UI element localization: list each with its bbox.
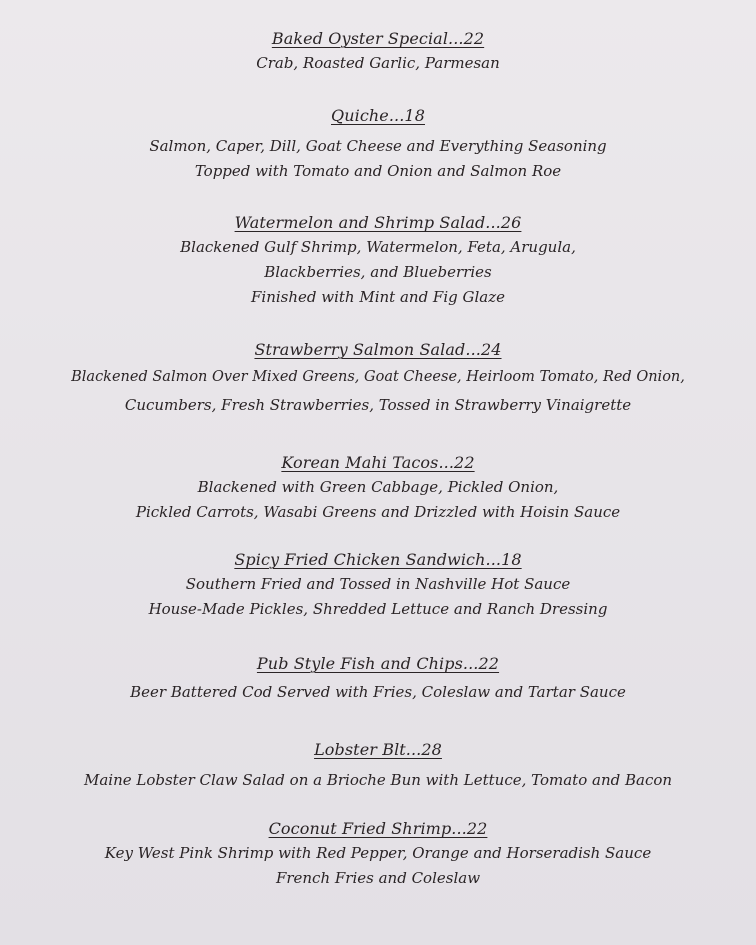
menu-item-spicy-fried-chicken-sandwich [0,548,756,622]
menu-item-watermelon-shrimp-salad [0,211,756,310]
menu-item-description: Blackened Salmon Over Mixed Greens, Goat Cheese, Heirloom Tomato, Red Onion, [71,369,685,385]
menu-item-description: Pickled Carrots, Wasabi Greens and Drizzled with Hoisin Sauce [135,503,621,521]
menu-item-description: Blackberries, and Blueberries [264,263,492,281]
menu-item-quiche [0,104,756,184]
menu-item-title: Pub Style Fish and Chips...22 [256,654,500,673]
menu-item-baked-oyster [0,27,756,76]
menu-item-title: Korean Mahi Tacos...22 [281,453,475,472]
menu-item-coconut-fried-shrimp [0,817,756,891]
menu-item-description: Maine Lobster Claw Salad on a Brioche Bun with Lettuce, Tomato and Bacon [83,771,673,789]
menu-item-description: Beer Battered Cod Served with Fries, Coleslaw and Tartar Sauce [130,683,626,701]
menu-item-description: French Fries and Coleslaw [275,869,481,887]
menu-item-title: Spicy Fried Chicken Sandwich...18 [234,550,522,569]
menu-item-description: Southern Fried and Tossed in Nashville Hot Sauce [185,575,571,593]
menu-item-description: Crab, Roasted Garlic, Parmesan [256,54,500,72]
menu-item-title: Strawberry Salmon Salad...24 [254,340,502,359]
menu-item-title: Watermelon and Shrimp Salad...26 [234,213,522,232]
menu-item-description: Blackened with Green Cabbage, Pickled Onion, [197,478,559,496]
menu-item-lobster-blt [0,738,756,793]
menu-item-description: Blackened Gulf Shrimp, Watermelon, Feta, Arugula, [180,238,576,256]
menu-item-title: Baked Oyster Special...22 [271,29,485,48]
menu-item-strawberry-salmon-salad [0,338,756,418]
menu-item-pub-style-fish-and-chips [0,652,756,705]
menu-item-description: Salmon, Caper, Dill, Goat Cheese and Everything Seasoning [149,137,607,155]
menu-item-title: Quiche...18 [331,106,425,125]
menu-item-title: Coconut Fried Shrimp...22 [268,819,488,838]
menu-item-title: Lobster Blt...28 [314,740,442,759]
menu-item-description: Key West Pink Shrimp with Red Pepper, Orange and Horseradish Sauce [104,844,652,862]
menu-item-description: Finished with Mint and Fig Glaze [250,288,506,306]
menu-item-korean-mahi-tacos [0,451,756,525]
menu-item-description: Cucumbers, Fresh Strawberries, Tossed in Strawberry Vinaigrette [124,396,632,414]
menu-item-description: House-Made Pickles, Shredded Lettuce and Ranch Dressing [148,600,608,618]
menu-item-description: Topped with Tomato and Onion and Salmon Roe [194,162,562,180]
